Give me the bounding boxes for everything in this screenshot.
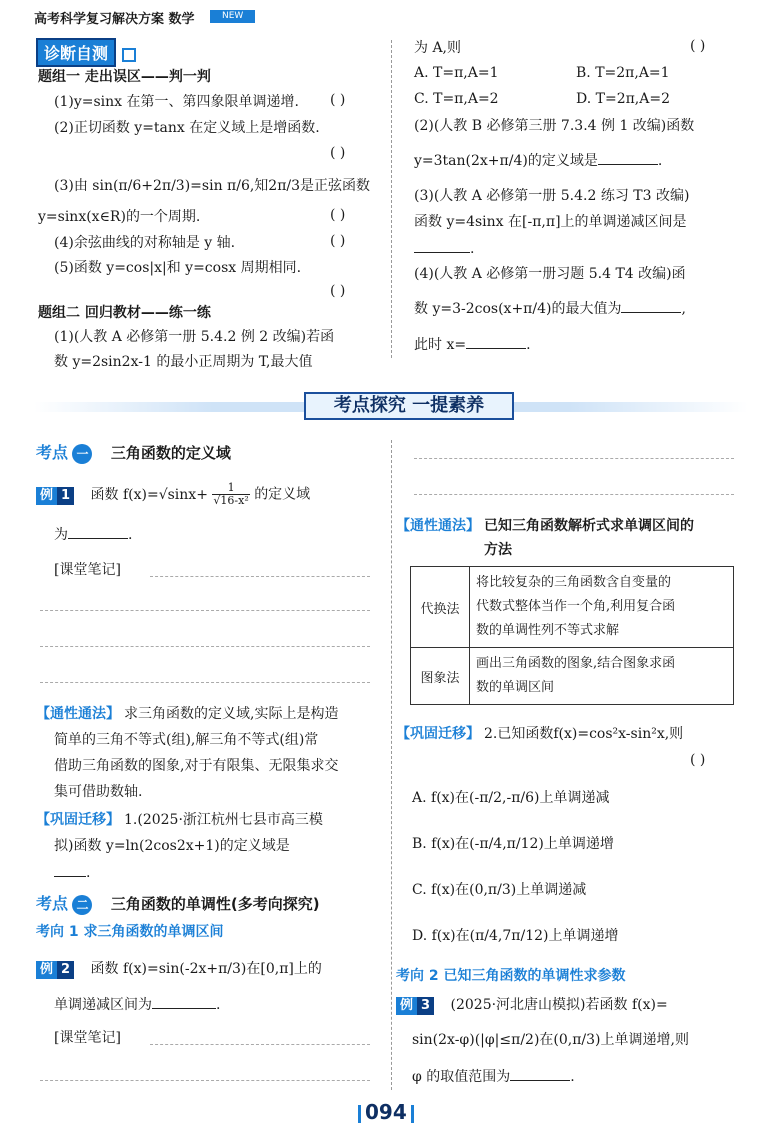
- answer-blank-ex3[interactable]: [510, 1066, 570, 1081]
- group2-q3-line2: 函数 y=4sinx 在[-π,π]上的单调递减区间是: [414, 214, 687, 230]
- judge-item-1: (1)y=sinx 在第一、第四象限单调递增.: [54, 94, 299, 110]
- answer-blank-q3[interactable]: [414, 238, 470, 253]
- method-name: 图象法: [411, 648, 470, 705]
- answer-paren-4[interactable]: ( ): [330, 233, 346, 249]
- kd1-method-line2: 简单的三角不等式(组),解三角不等式(组)常: [54, 732, 319, 748]
- kd1-method-line4: 集可借助数轴.: [54, 784, 143, 800]
- kd1-method-line3: 借助三角函数的图象,对于有限集、无限集求交: [54, 758, 339, 774]
- new-badge: NEW: [210, 10, 255, 23]
- practice2-option-c[interactable]: C. f(x)在(0,π/3)上单调递减: [412, 882, 587, 898]
- answer-blank-ex1[interactable]: [68, 524, 128, 539]
- kd1-practice-line1: 【巩固迁移】 1.(2025·浙江杭州七县市高三模: [36, 812, 323, 828]
- group2-q1-line3: 为 A,则: [414, 40, 462, 56]
- kd2-heading: 考点 二 三角函数的单调性(多考向探究): [36, 894, 320, 913]
- example-1-line2: 为 .: [54, 524, 132, 545]
- column-divider-bottom: [391, 440, 392, 1090]
- answer-blank-q4a[interactable]: [621, 298, 681, 313]
- pencil-icon: [122, 48, 136, 62]
- notes-line[interactable]: [414, 458, 734, 459]
- group2-q1-line1: (1)(人教 A 必修第一册 5.4.2 例 2 改编)若函: [54, 329, 335, 345]
- answer-blank-q2[interactable]: [598, 150, 658, 165]
- example-2: 例 2 函数 f(x)=sin(-2x+π/3)在[0,π]上的: [36, 958, 322, 979]
- page-number: 094: [358, 1100, 414, 1124]
- practice2-option-b[interactable]: B. f(x)在(-π/4,π/12)上单调递增: [412, 836, 614, 852]
- practice2-option-a[interactable]: A. f(x)在(-π/2,-π/6)上单调递减: [412, 790, 610, 806]
- answer-paren-3[interactable]: ( ): [330, 207, 346, 223]
- header-title: 高考科学复习解决方案 数学: [34, 12, 195, 27]
- answer-paren-6[interactable]: ( ): [690, 38, 706, 54]
- notes-line[interactable]: [40, 610, 370, 611]
- option-a[interactable]: A. T=π,A=1: [414, 65, 499, 81]
- diagnosis-banner: 诊断自测: [36, 38, 136, 67]
- notes-line[interactable]: [40, 682, 370, 683]
- kd1-method-line1: 【通性通法】 求三角函数的定义域,实际上是构造: [36, 706, 339, 722]
- group2-q3-line3: .: [414, 238, 474, 259]
- method-table: [410, 566, 734, 705]
- section-banner-bar: [34, 392, 748, 422]
- answer-paren-2[interactable]: ( ): [330, 145, 346, 161]
- group2-title: 题组二 回归教材——练一练: [38, 305, 211, 321]
- kd2-num-badge: 二: [72, 895, 92, 915]
- answer-blank-q4b[interactable]: [466, 334, 526, 349]
- example-1: 例 1 函数 f(x)=√sinx+ $\frac{1}{\text{√16-x²}}$ 的定义域: [36, 482, 310, 507]
- practice2-option-d[interactable]: D. f(x)在(π/4,7π/12)上单调递增: [412, 928, 619, 944]
- answer-paren-5[interactable]: ( ): [330, 283, 346, 299]
- kd2-direction-2: 考向 2 已知三角函数的单调性求参数: [396, 968, 626, 984]
- example-2-line2: 单调递减区间为 .: [54, 994, 220, 1015]
- group2-q2-line2: y=3tan(2x+π/4)的定义域是 .: [414, 150, 662, 171]
- group2-q1-line2: 数 y=2sin2x-1 的最小正周期为 T,最大值: [54, 354, 313, 370]
- group1-title: 题组一 走出误区——判一判: [38, 69, 211, 85]
- judge-item-3: (3)由 sin(π/6+2π/3)=sin π/6,知2π/3是正弦函数: [54, 178, 371, 194]
- notes-line[interactable]: [150, 1044, 370, 1045]
- answer-paren-1[interactable]: ( ): [330, 92, 346, 108]
- option-c[interactable]: C. T=π,A=2: [414, 91, 499, 107]
- kd1-practice-line3: .: [54, 862, 90, 881]
- kd1-heading: 考点 一 三角函数的定义域: [36, 443, 231, 462]
- kd1-practice-line2: 拟)函数 y=ln(2cos2x+1)的定义域是: [54, 838, 290, 854]
- example-3: 例 3 (2025·河北唐山模拟)若函数 f(x)=: [396, 994, 668, 1015]
- group2-q4-line3: 此时 x= .: [414, 334, 531, 355]
- right-method-line1: 【通性通法】 已知三角函数解析式求单调区间的: [396, 518, 694, 534]
- option-b[interactable]: B. T=2π,A=1: [576, 65, 670, 81]
- answer-paren-7[interactable]: ( ): [690, 752, 706, 768]
- method-row: [411, 567, 734, 648]
- notes-line[interactable]: [40, 646, 370, 647]
- column-divider-top: [391, 40, 392, 358]
- right-method-line2: 方法: [484, 542, 512, 558]
- method-name: 代换法: [411, 567, 470, 648]
- judge-item-4: (4)余弦曲线的对称轴是 y 轴.: [54, 235, 236, 251]
- right-practice-line1: 【巩固迁移】 2.已知函数f(x)=cos²x-sin²x,则: [396, 726, 684, 742]
- option-d[interactable]: D. T=2π,A=2: [576, 91, 671, 107]
- judge-item-5: (5)函数 y=cos|x|和 y=cosx 周期相同.: [54, 260, 302, 276]
- group2-q4-line2: 数 y=3-2cos(x+π/4)的最大值为 ,: [414, 298, 686, 319]
- group2-q4-line1: (4)(人教 A 必修第一册习题 5.4 T4 改编)函: [414, 266, 686, 282]
- example-3-line2: sin(2x-φ)(|φ|≤π/2)在(0,π/3)上单调递增,则: [412, 1032, 689, 1048]
- kd2-title: 三角函数的单调性(多考向探究): [110, 895, 320, 913]
- kd1-num-badge: 一: [72, 444, 92, 464]
- answer-blank-practice1[interactable]: [54, 862, 86, 877]
- kd2-direction-1: 考向 1 求三角函数的单调区间: [36, 924, 224, 940]
- answer-blank-ex2[interactable]: [152, 994, 216, 1009]
- notes-line[interactable]: [40, 1080, 370, 1081]
- kd1-notes-label: [课堂笔记]: [54, 562, 121, 578]
- judge-item-2: (2)正切函数 y=tanx 在定义域上是增函数.: [54, 120, 320, 136]
- judge-item-3-cont: y=sinx(x∈R)的一个周期.: [38, 209, 201, 225]
- method-desc: 将比较复杂的三角函数含自变量的 代数式整体当作一个角,利用复合函 数的单调性列不等式求解: [470, 567, 734, 648]
- example-3-line3: φ 的取值范围为 .: [412, 1066, 575, 1087]
- method-row: [411, 648, 734, 705]
- section-banner-title: 考点探究 一提素养: [304, 392, 514, 420]
- notes-line[interactable]: [150, 576, 370, 577]
- method-desc: 画出三角函数的图象,结合图象求函 数的单调区间: [470, 648, 734, 705]
- kd2-notes-label: [课堂笔记]: [54, 1030, 121, 1046]
- group2-q2-line1: (2)(人教 B 必修第三册 7.3.4 例 1 改编)函数: [414, 118, 695, 134]
- group2-q3-line1: (3)(人教 A 必修第一册 5.4.2 练习 T3 改编): [414, 188, 690, 204]
- kd1-title: 三角函数的定义域: [110, 444, 231, 462]
- example-1-fraction: $\frac{1}{\text{√16-x²}}$: [213, 481, 249, 507]
- notes-line[interactable]: [414, 494, 734, 495]
